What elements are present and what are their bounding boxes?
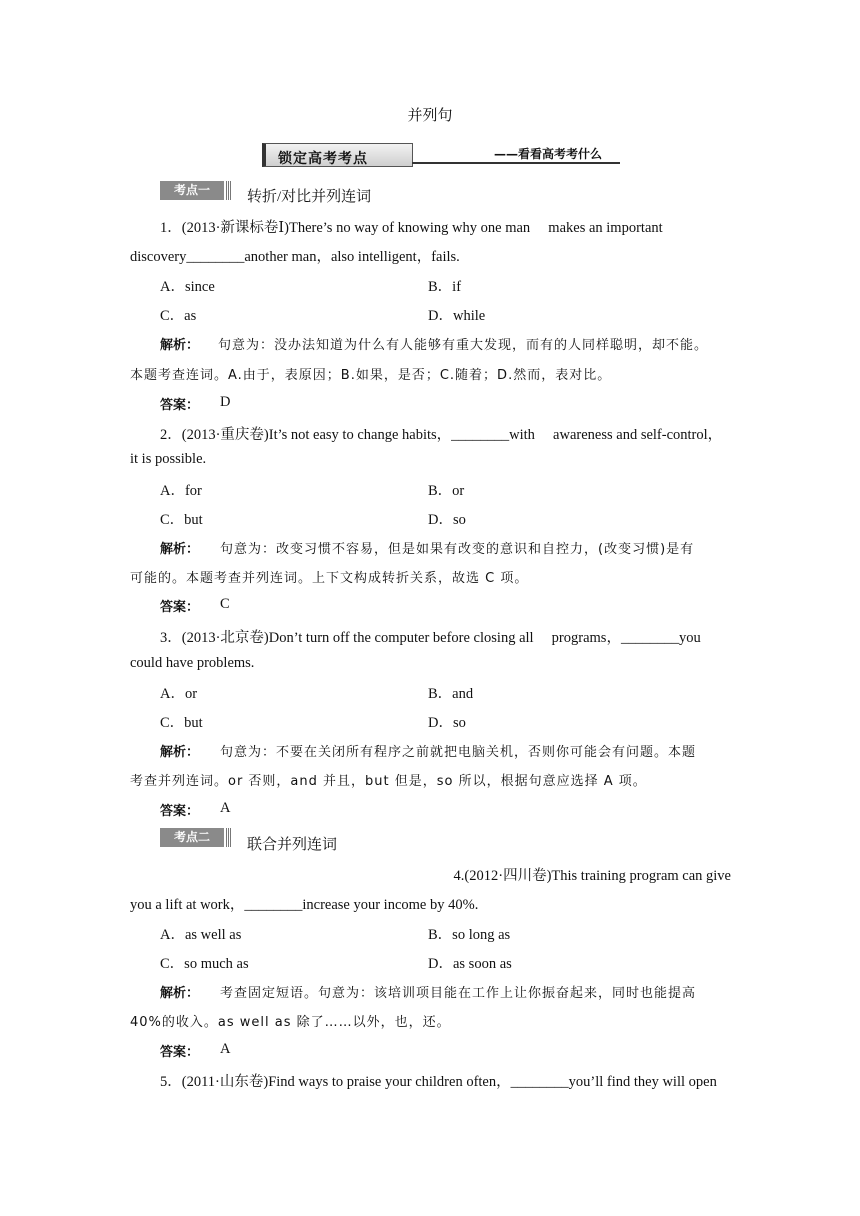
q1-answer-label: 答案： [160, 398, 200, 413]
q4-analysis-label: 解析： [160, 986, 200, 1001]
section1-title: 转折/对比并列连词 [247, 189, 372, 205]
section2-badge: 考点二 [160, 828, 224, 847]
q1-option-b: B．if [428, 279, 462, 295]
q4-option-c: C．so much as [160, 956, 249, 972]
banner-subtitle: ——看看高考考什么 [494, 147, 603, 161]
q2-option-c: C．but [160, 512, 203, 528]
q2-analysis-label: 解析： [160, 542, 200, 557]
q1-option-d: D．while [428, 308, 486, 324]
q5-line1: 5．(2011·山东卷)Find ways to praise your children often，________you’ll find they will open [160, 1074, 717, 1090]
q4-option-d: D．as soon as [428, 956, 512, 972]
q3-option-d: D．so [428, 715, 466, 731]
q4-line2: you a lift at work，________increase your income by 40%. [130, 897, 479, 913]
q4-option-b: B．so long as [428, 927, 511, 943]
q3-line2: could have problems. [130, 655, 255, 671]
banner-label: 锁定高考考点 [278, 151, 368, 167]
q3-answer: A [220, 800, 231, 816]
q3-option-b: B．and [428, 686, 474, 702]
q1-line1: 1．(2013·新课标卷Ⅰ)There’s no way of knowing why one man makes an important [160, 220, 663, 236]
q3-line1: 3．(2013·北京卷)Don’t turn off the computer before closing all programs，________you [160, 630, 701, 646]
section-banner [262, 141, 622, 169]
q1-analysis-label: 解析： [160, 338, 200, 353]
q1-answer: D [220, 394, 231, 410]
q1-analysis-line1: 句意为：没办法知道为什么有人能够有重大发现，而有的人同样聪明，却不能。 [218, 338, 709, 353]
q1-option-a: A．since [160, 279, 215, 295]
page-title: 并列句 [407, 108, 453, 124]
q2-line1: 2．(2013·重庆卷)It’s not easy to change habits，________with awareness and self-control， [160, 427, 723, 443]
q3-option-c: C．but [160, 715, 203, 731]
q3-option-a: A．or [160, 686, 198, 702]
q4-analysis-line2: 40%的收入。as well as 除了……以外，也，还。 [130, 1015, 451, 1030]
banner-rule [412, 162, 620, 164]
q3-analysis-line1: 句意为：不要在关闭所有程序之前就把电脑关机，否则你可能会有问题。本题 [220, 745, 697, 760]
q3-answer-label: 答案： [160, 804, 200, 819]
q1-analysis-line2: 本题考查连词。A.由于，表原因；B.如果，是否；C.随着；D.然而，表对比。 [130, 368, 612, 383]
q1-line2: discovery________another man，also intelligent，fails. [130, 249, 460, 265]
q2-analysis-line1: 句意为：改变习惯不容易，但是如果有改变的意识和自控力，(改变习惯)是有 [220, 542, 695, 557]
q2-option-b: B．or [428, 483, 465, 499]
q4-analysis-line1: 考查固定短语。句意为：该培训项目能在工作上让你振奋起来，同时也能提高 [220, 986, 697, 1001]
q4-line1: 4.(2012·四川卷)This training program can give [453, 868, 731, 884]
section1-badge: 考点一 [160, 181, 224, 200]
q3-analysis-label: 解析： [160, 745, 200, 760]
section2-title: 联合并列连词 [247, 837, 338, 853]
q2-analysis-line2: 可能的。本题考查并列连词。上下文构成转折关系，故选 C 项。 [130, 571, 529, 586]
q4-answer-label: 答案： [160, 1045, 200, 1060]
q1-option-c: C．as [160, 308, 197, 324]
q4-answer: A [220, 1041, 231, 1057]
q4-option-a: A．as well as [160, 927, 242, 943]
q2-option-d: D．so [428, 512, 466, 528]
q2-answer-label: 答案： [160, 600, 200, 615]
banner-box [262, 143, 413, 167]
q3-analysis-line2: 考查并列连词。or 否则，and 并且，but 但是，so 所以，根据句意应选择 A 项。 [130, 774, 647, 789]
q2-option-a: A．for [160, 483, 202, 499]
q2-line2: it is possible. [130, 451, 207, 467]
q2-answer: C [220, 596, 230, 612]
